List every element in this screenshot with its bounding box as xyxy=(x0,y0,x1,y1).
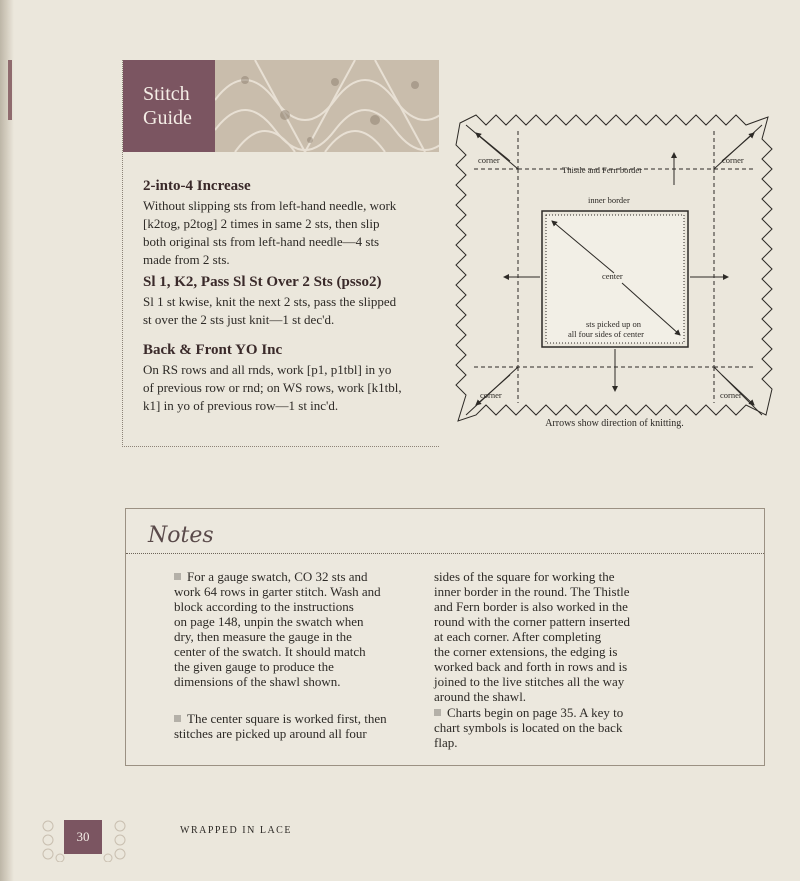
entry-back-front-yo xyxy=(143,342,443,415)
stitch-guide-title xyxy=(123,60,215,152)
book-spine-shadow xyxy=(0,0,14,881)
label-corner-bl: corner xyxy=(480,390,502,400)
page-number: 30 xyxy=(64,820,102,854)
notes-box xyxy=(125,508,765,766)
entry-heading: Back & Front YO Inc xyxy=(143,342,283,358)
label-center: center xyxy=(602,271,623,281)
notes-divider xyxy=(126,553,764,554)
stitch-guide-box xyxy=(122,60,439,447)
label-corner-br: corner xyxy=(720,390,742,400)
entry-heading: 2-into-4 Increase xyxy=(143,178,251,194)
running-head: WRAPPED IN LACE xyxy=(180,825,292,836)
note-charts: Charts begin on page 35. A key to chart symbols is located on the back flap. xyxy=(434,705,624,750)
bullet-square-icon xyxy=(174,715,181,722)
entry-2-into-4 xyxy=(143,178,443,269)
label-picked-2: all four sides of center xyxy=(568,329,644,339)
lace-photo xyxy=(215,60,439,152)
bullet-square-icon xyxy=(434,709,441,716)
title-line-2: Guide xyxy=(143,107,192,129)
title-line-1: Stitch xyxy=(143,83,190,105)
lace-texture-image xyxy=(215,60,439,152)
notes-title: Notes xyxy=(148,523,214,548)
note-gauge: For a gauge swatch, CO 32 sts and work 64 rows in garter stitch. Wash and block according to the instructions on page 148, unpin the swatch when dry, then measure the gauge in the center of the swatch. It should match the given gauge to produce the dimensions of the shawl shown. xyxy=(174,569,381,689)
label-border: Thistle and Fern border xyxy=(562,165,643,175)
shawl-construction-diagram xyxy=(452,100,777,440)
bullet-square-icon xyxy=(174,573,181,580)
label-picked-1: sts picked up on xyxy=(586,319,642,329)
entry-psso2 xyxy=(143,274,443,329)
label-corner-tr: corner xyxy=(722,155,744,165)
label-corner-tl: corner xyxy=(478,155,500,165)
note-center-square: The center square is worked first, then stitches are picked up around all four xyxy=(174,711,387,741)
entry-text: Without slipping sts from left-hand needle, work [k2tog, p2tog] 2 times in same 2 sts, then slip both original sts from left-hand needle—4 sts made from 2 sts. xyxy=(143,198,397,267)
spine-mark xyxy=(8,60,12,120)
note-continued: sides of the square for working the inner border in the round. The Thistle and Fern border is also worked in the round with the corner pattern inserted at each corner. After completing the corner extensions, the edging is worked back and forth in rows and is joined to the live stitches all the way around the shawl. xyxy=(434,569,631,704)
stitch-guide-header xyxy=(123,60,439,152)
entry-text: On RS rows and all rnds, work [p1, p1tbl] in yo of previous row or rnd; on WS rows, work [k1tbl, k1] in yo of previous row—1 st inc'd. xyxy=(143,362,402,413)
entry-text: Sl 1 st kwise, knit the next 2 sts, pass the slipped st over the 2 sts just knit—1 st dec'd. xyxy=(143,294,397,327)
entry-heading: Sl 1, K2, Pass Sl St Over 2 Sts (psso2) xyxy=(143,274,382,290)
label-inner-border: inner border xyxy=(588,195,630,205)
diagram-caption: Arrows show direction of knitting. xyxy=(545,418,684,429)
